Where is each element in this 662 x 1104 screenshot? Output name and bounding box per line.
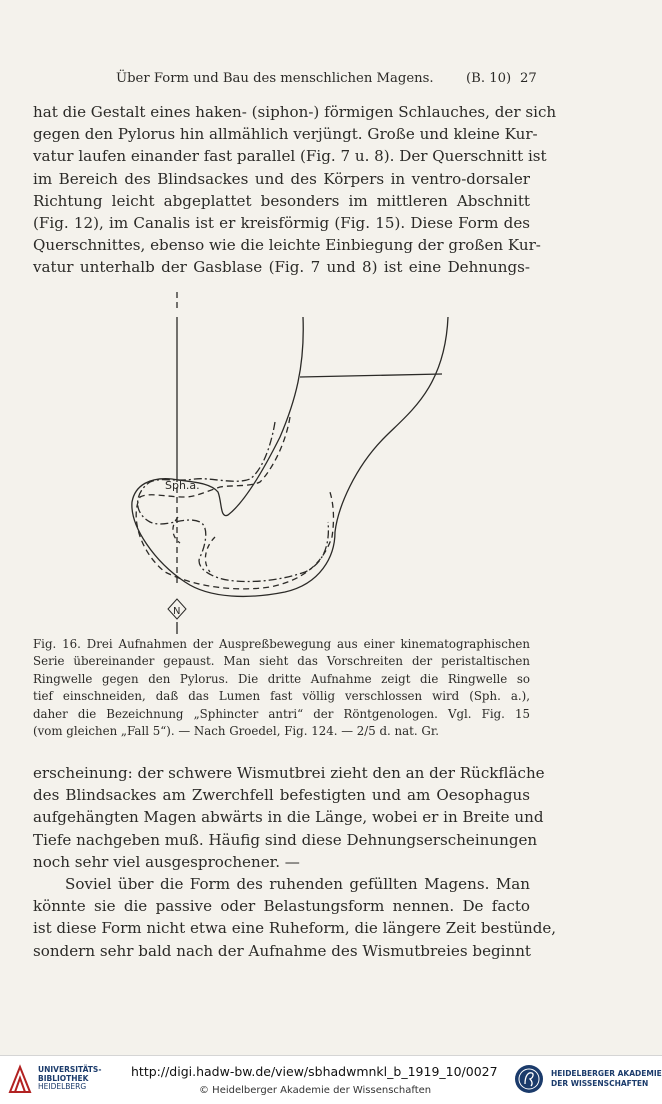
stomach-outline-dashdot (138, 422, 329, 582)
library-name-line: HEIDELBERG (38, 1082, 87, 1091)
stomach-outline-solid (132, 317, 448, 596)
gas-fluid-level (300, 374, 442, 377)
text-line: hat die Gestalt eines haken- (siphon-) förmigen Schlauches, der sich (33, 103, 557, 121)
n-marker (168, 599, 186, 619)
text-line: (Fig. 12), im Canalis ist er kreisförmig (Fig. 15). Diese Form des (33, 214, 530, 233)
caption-line: Ringwelle gegen den Pylorus. Die dritte Aufnahme zeigt die Ringwelle so (33, 671, 530, 686)
stomach-tracing-figure (110, 287, 460, 637)
viewer-footer (0, 1055, 662, 1104)
header-title: Über Form und Bau des menschlichen Magens. (116, 71, 434, 86)
text-line: im Bereich des Blindsackes und des Körpers in ventro-dorsaler (33, 169, 530, 188)
paragraph-1 (33, 101, 557, 279)
figure-caption (33, 636, 530, 740)
paragraph-2 (33, 762, 557, 962)
text-line: vatur unterhalb der Gasblase (Fig. 7 und 8) ist eine Dehnungs- (33, 258, 530, 277)
academy-name-line: DER WISSENSCHAFTEN (551, 1079, 649, 1088)
text-line: Tiefe nachgeben muß. Häufig sind diese Dehnungserscheinungen (33, 830, 538, 849)
stomach-outline-dashed (136, 417, 333, 589)
library-name-line: UNIVERSITÄTS- (38, 1065, 102, 1074)
academy-name-line: HEIDELBERGER AKADEMIE (551, 1069, 662, 1078)
caption-line: Serie übereinander gepaust. Man sieht das Vorschreiten der peristaltischen (33, 654, 530, 669)
caption-line: tief einschneiden, daß das Lumen fast völlig verschlossen wird (Sph. a.), (33, 689, 530, 704)
academy-name (551, 1069, 662, 1089)
caption-line: Fig. 16. Drei Aufnahmen der Auspreßbewegung aus einer kinematographischen (33, 637, 530, 651)
text-line: könnte sie die passive oder Belastungsform nennen. De facto (33, 897, 530, 916)
ringwave-contour (205, 537, 215, 572)
permalink-url[interactable]: http://digi.hadw-bw.de/view/sbhadwmnkl_b_1919_10/0027 (131, 1064, 498, 1079)
academy-seal-icon[interactable] (514, 1064, 544, 1094)
caption-line: daher die Bezeichnung „Sphincter antri“ der Röntgenologen. Vgl. Fig. 15 (33, 706, 530, 721)
running-header (0, 71, 662, 93)
copyright-notice: © Heidelberger Akademie der Wissenschaften (199, 1085, 432, 1096)
text-line: Richtung leicht abgeplattet besonders im mittleren Abschnitt (33, 191, 530, 210)
page-number: 27 (520, 71, 537, 86)
university-library-name (38, 1066, 101, 1092)
text-line: ist diese Form nicht etwa eine Ruheform, die längere Zeit bestünde, (33, 919, 557, 938)
university-library-logo-icon[interactable] (8, 1064, 32, 1094)
text-line: vatur laufen einander fast parallel (Fig. 7 u. 8). Der Querschnitt ist (33, 147, 547, 166)
text-line: Querschnittes, ebenso wie die leichte Einbiegung der großen Kur- (33, 236, 541, 255)
header-series-ref: (B. 10) (466, 71, 512, 86)
text-line: des Blindsackes am Zwerchfell befestigten und am Oesophagus (33, 786, 530, 805)
figure-label-sph: Sph.a. (165, 479, 200, 492)
text-line: sondern sehr bald nach der Aufnahme des Wismutbreies beginnt (33, 941, 531, 960)
text-line: gegen den Pylorus hin allmählich verjüngt. Große und kleine Kur- (33, 125, 538, 144)
library-name-line: BIBLIOTHEK (38, 1073, 89, 1083)
caption-line: (vom gleichen „Fall 5“). — Nach Groedel, Fig. 124. — 2/5 d. nat. Gr. (33, 724, 439, 739)
text-line: noch sehr viel ausgesprochener. — (33, 852, 300, 871)
figure-label-n: N (173, 606, 181, 617)
text-line: erscheinung: der schwere Wismutbrei zieht den an der Rückfläche (33, 764, 545, 782)
text-line: Soviel über die Form des ruhenden gefüllten Magens. Man (65, 875, 530, 894)
text-line: aufgehängten Magen abwärts in die Länge, wobei er in Breite und (33, 808, 544, 827)
